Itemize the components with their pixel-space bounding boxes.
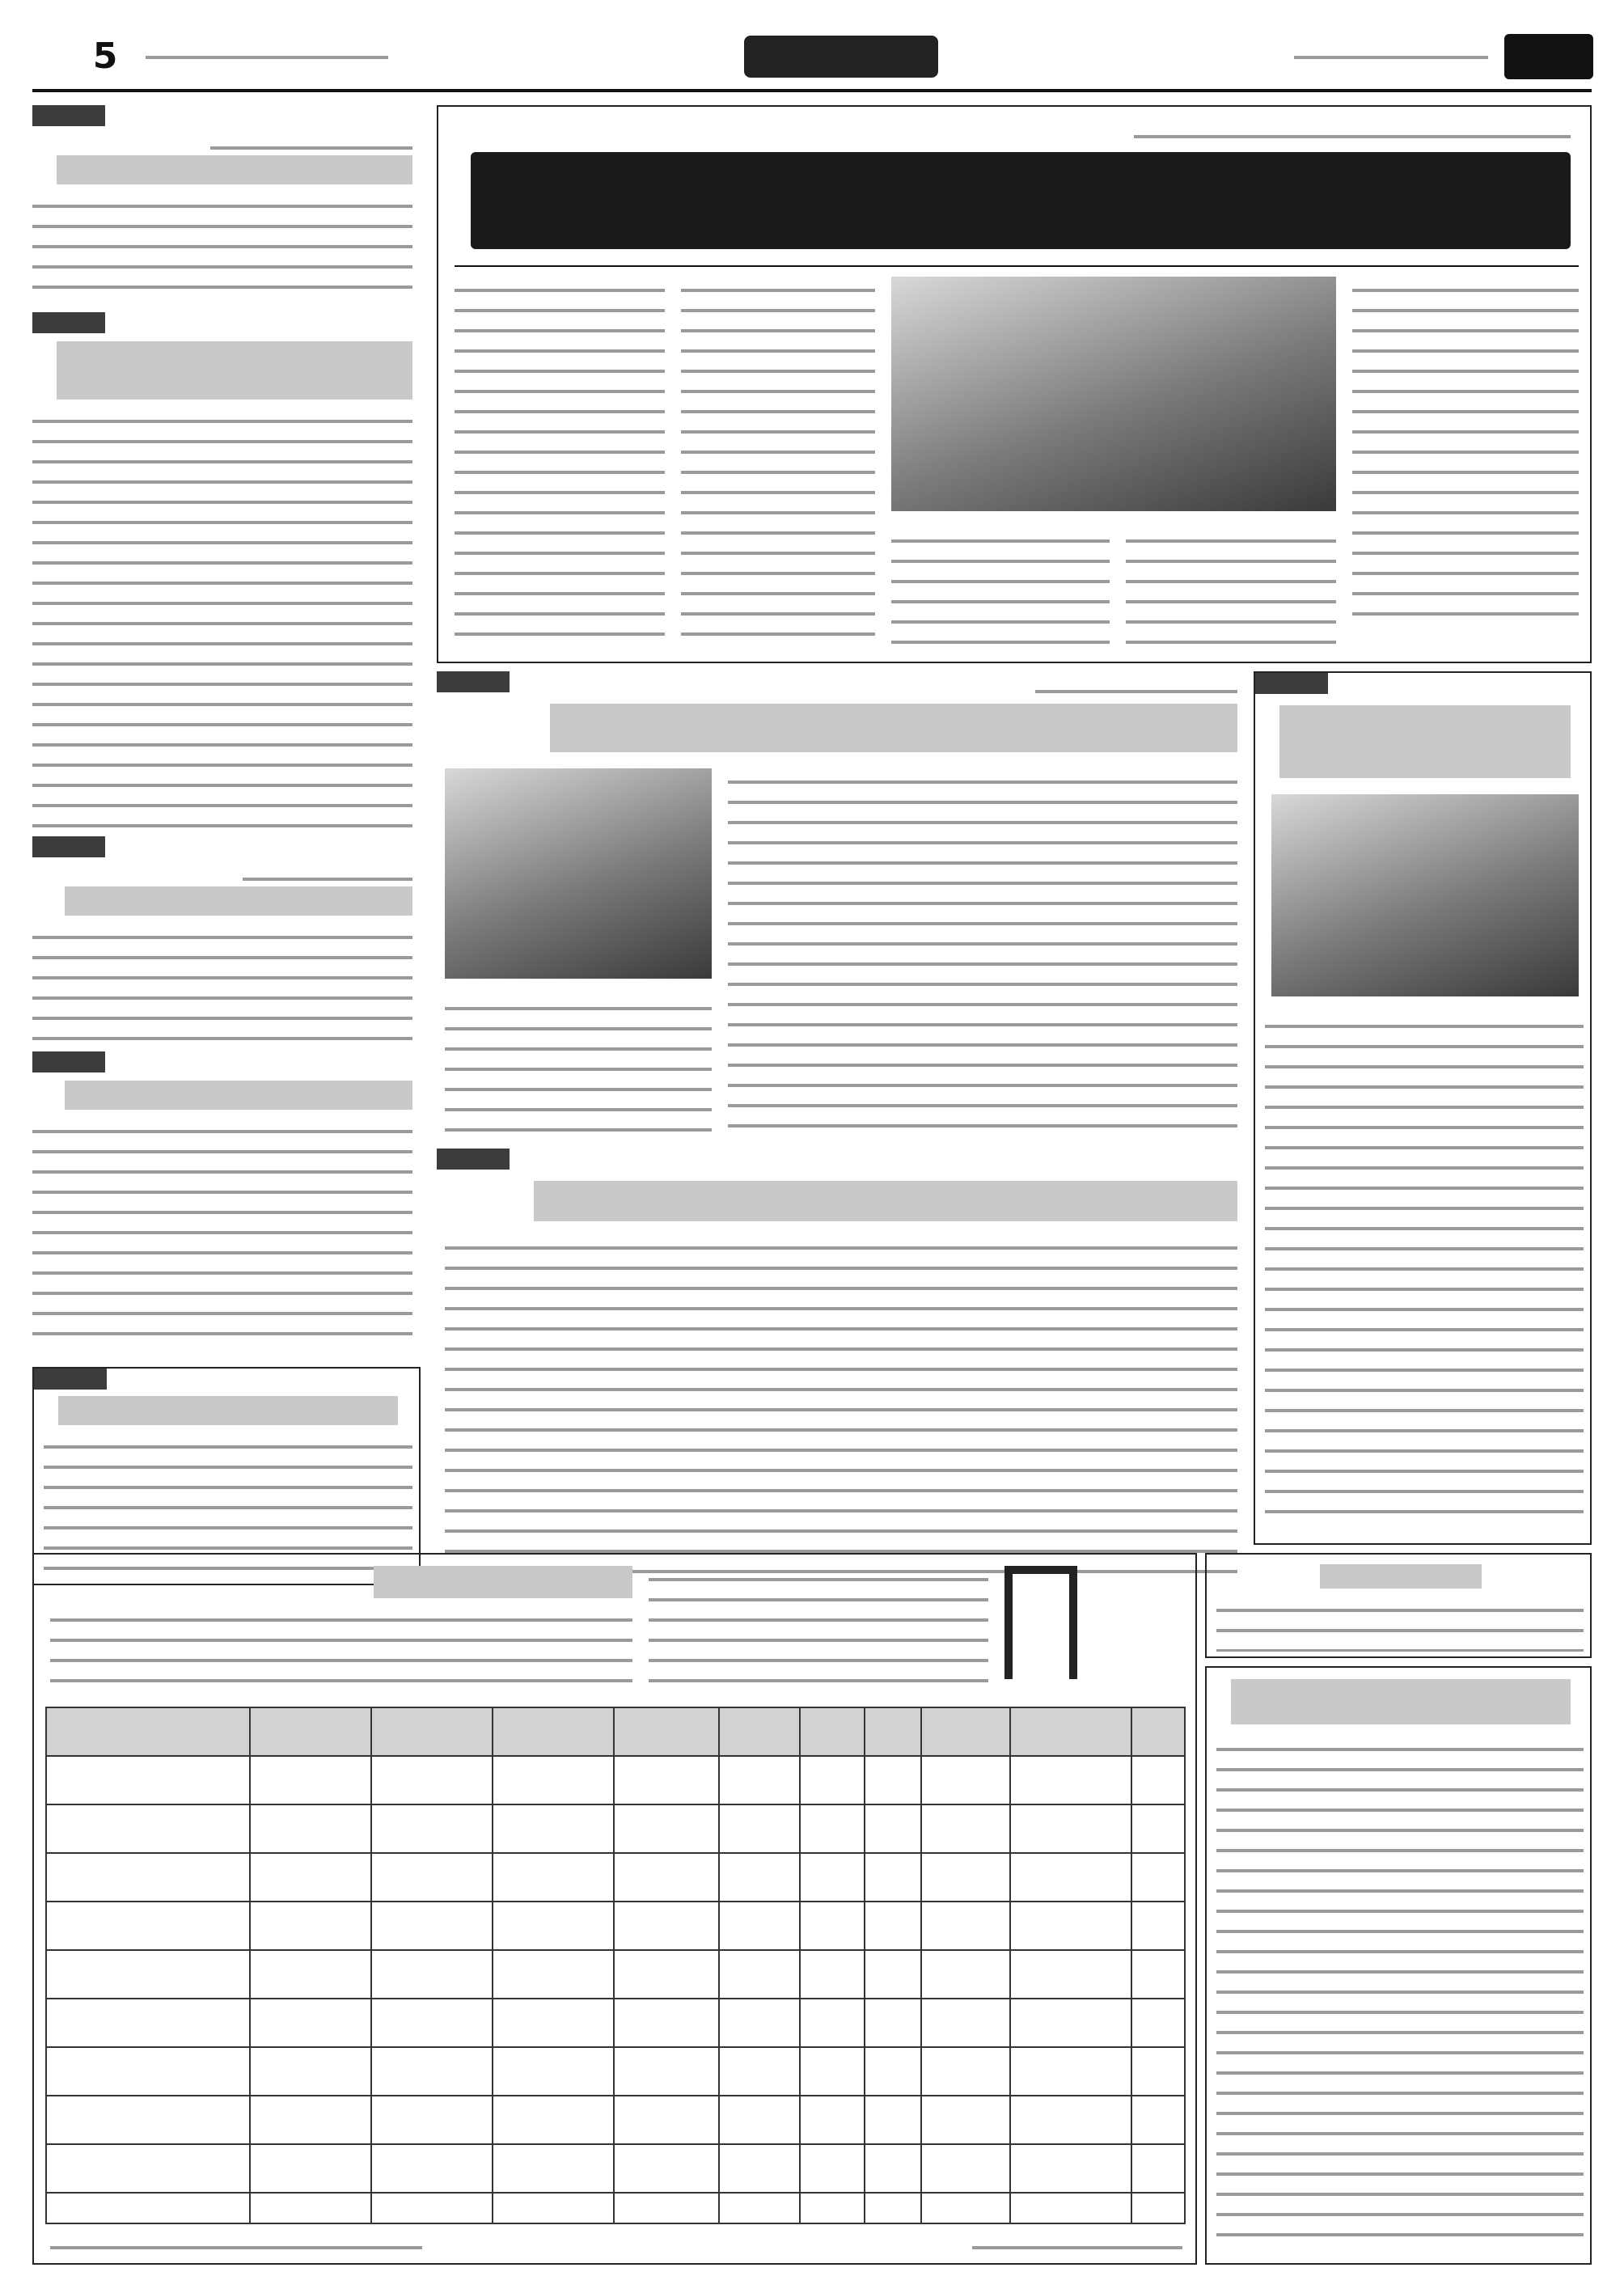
section-tag [1255, 673, 1328, 694]
article-text [1126, 527, 1336, 649]
main-article-top [437, 105, 1592, 663]
article-photo [445, 768, 712, 979]
headline [57, 341, 412, 400]
notice-title [1320, 1564, 1482, 1589]
masthead [32, 32, 1592, 81]
ad-intro-text [649, 1566, 988, 1695]
article-text [32, 924, 412, 1045]
article-text [728, 768, 1237, 1132]
headline [65, 886, 412, 916]
article-text [32, 408, 412, 828]
newspaper-logo [1504, 34, 1593, 79]
section-tag [34, 1369, 107, 1390]
page-number: 5 [92, 36, 118, 77]
article-text [32, 192, 412, 306]
headline [550, 704, 1237, 752]
ad-intro-text [50, 1606, 632, 1695]
notice-title [1231, 1679, 1571, 1724]
masthead-divider [32, 89, 1592, 92]
legal-notice [1205, 1666, 1592, 2265]
article-photo [1271, 794, 1579, 996]
left-sidebar [32, 105, 421, 1359]
headline [65, 1081, 412, 1110]
section-tag [32, 836, 105, 857]
article-text [1352, 277, 1579, 624]
section-tag [32, 105, 105, 126]
article-text [32, 1118, 412, 1352]
notice-text [1216, 1736, 1584, 2245]
kicker [210, 134, 412, 152]
section-tag [437, 671, 510, 692]
article-text [681, 277, 875, 649]
article-text [455, 277, 665, 649]
kicker [1134, 123, 1571, 144]
headline [58, 1396, 398, 1425]
notice-box [1205, 1553, 1592, 1658]
headline-underline [455, 265, 1579, 267]
ad-title [374, 1566, 632, 1598]
section-tag [437, 1149, 510, 1170]
company-logo [1004, 1566, 1077, 1679]
headline-main [471, 152, 1571, 249]
article-text [891, 527, 1110, 649]
masthead-date [1294, 44, 1488, 71]
kicker [243, 865, 412, 883]
article-photo [891, 277, 1336, 511]
headline [57, 155, 412, 184]
section-tag [32, 1051, 105, 1072]
section-tag [32, 312, 105, 333]
ad-footer [972, 2234, 1182, 2257]
transport-article [437, 671, 1245, 1140]
article-text [1265, 1013, 1584, 1530]
section-logo [744, 36, 938, 78]
article-text [445, 995, 712, 1132]
headline [534, 1181, 1237, 1221]
kicker [1035, 678, 1237, 696]
masthead-left-info [146, 44, 388, 71]
market-article [437, 1149, 1245, 1585]
article-text [445, 1234, 1237, 1574]
tax-article [1254, 671, 1592, 1545]
tender-table [45, 1707, 1186, 2224]
notice-text [1216, 1597, 1584, 1652]
headline [1279, 705, 1571, 778]
ad-footer [50, 2234, 422, 2257]
tender-ad [32, 1553, 1197, 2265]
